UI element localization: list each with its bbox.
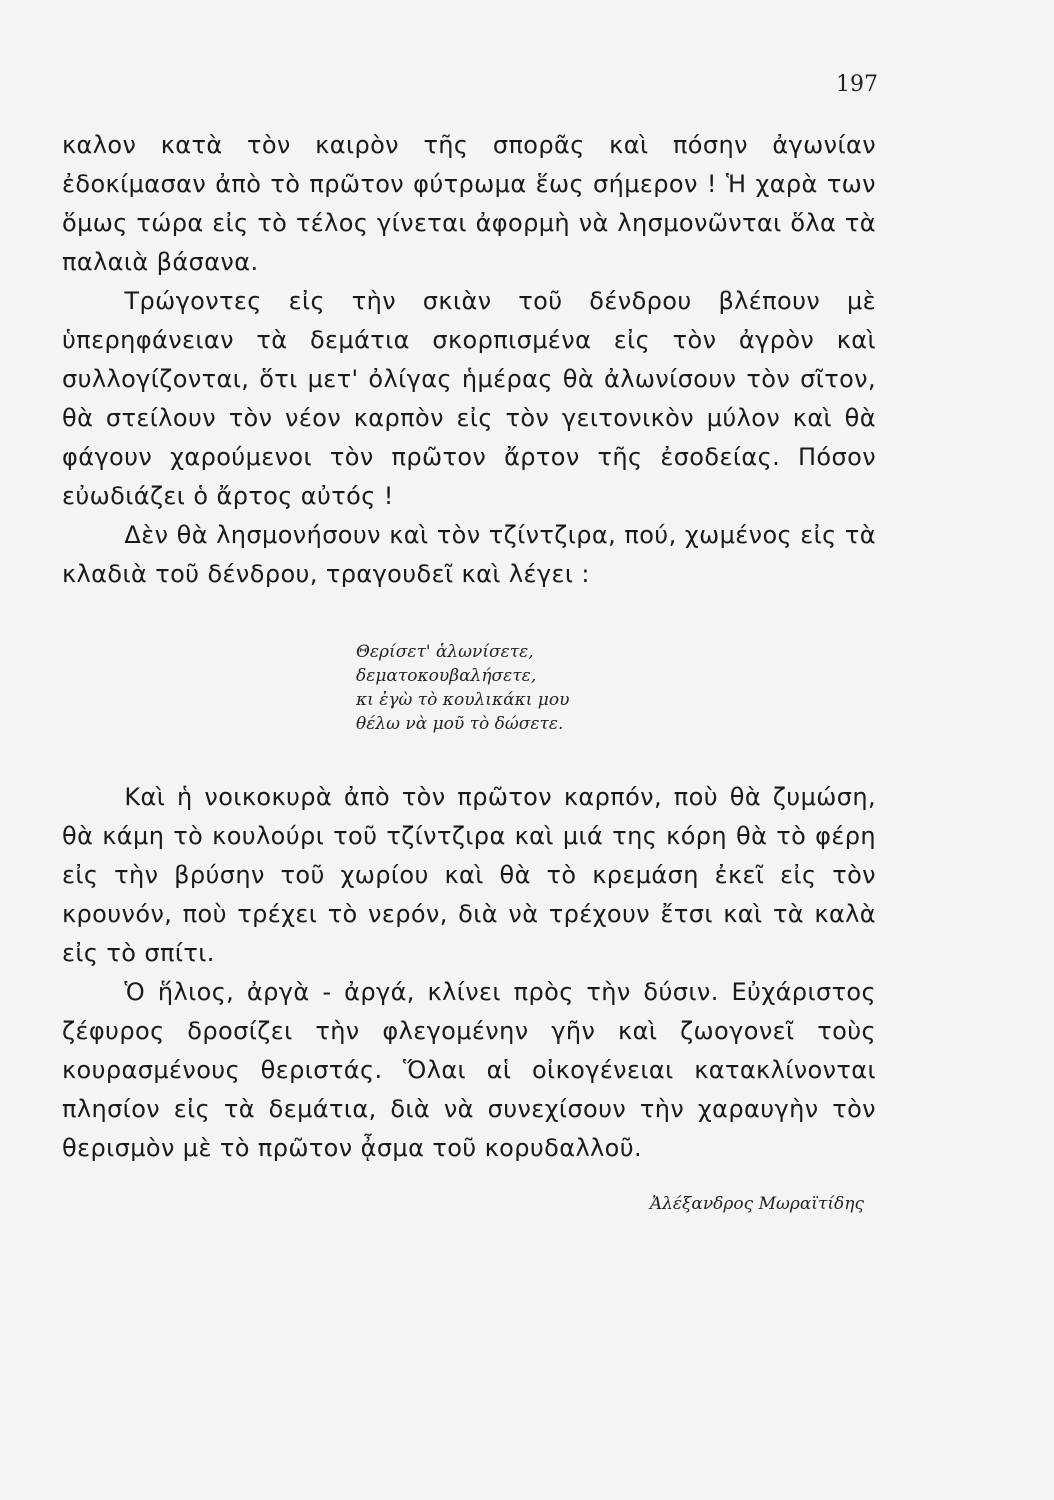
paragraph: Καὶ ἡ νοικοκυρὰ ἀπὸ τὸν πρῶτον καρπόν, ποὺ θὰ ζυμώση, θὰ κάμη τὸ κουλούρι τοῦ τζίντζιρα καὶ μιά της κόρη θὰ τὸ φέρη εἰς τὴν βρύσην τοῦ χωρίου καὶ θὰ τὸ κρεμάση ἐκεῖ εἰς τὸν κρουνόν, ποὺ τρέχει τὸ νερόν, διὰ νὰ τρέχουν ἔτσι καὶ τὰ καλὰ εἰς τὸ σπίτι. [62, 783, 876, 967]
paragraph: Τρώγοντες εἰς τὴν σκιὰν τοῦ δένδρου βλέπουν μὲ ὑπερηφάνειαν τὰ δεμάτια σκορπισμένα εἰς τὸν ἀγρὸν καὶ συλλογίζονται, ὅτι μετ' ὀλίγας ἡμέρας θὰ ἀλωνίσουν τὸν σῖτον, θὰ στείλουν τὸν νέον καρπὸν εἰς τὸν γειτονικὸν μύλον καὶ θὰ φάγουν χαρούμενοι τὸν πρῶτον ἄρτον τῆς ἐσοδείας. Πόσον εὐωδιάζει ὁ ἄρτος αὐτός ! [62, 287, 876, 510]
paragraph: καλον κατὰ τὸν καιρὸν τῆς σπορᾶς καὶ πόσην ἀγωνίαν ἐδοκίμασαν ἀπὸ τὸ πρῶτον φύτρωμα ἕως σήμερον ! Ἡ χαρὰ των ὅμως τώρα εἰς τὸ τέλος γίνεται ἀφορμὴ νὰ λησμονῶνται ὅλα τὰ παλαιὰ βάσανα. [62, 131, 876, 276]
author-signature: Ἀλέξανδρος Μωραϊτίδης [649, 1194, 864, 1214]
poem-line: Θερίσετ' ἁλωνίσετε, [356, 642, 534, 662]
poem-stanza [356, 640, 569, 736]
poem-line: δεματοκουβαλήσετε, [356, 666, 537, 686]
text-block-bottom [62, 778, 876, 1168]
paragraph: Ὁ ἥλιος, ἀργὰ - ἀργά, κλίνει πρὸς τὴν δύσιν. Εὐχάριστος ζέφυρος δροσίζει τὴν φλεγομένην γῆν καὶ ζωογονεῖ τοὺς κουρασμένους θεριστάς. Ὅλαι αἱ οἰκογένειαι κατακλίνονται πλησίον εἰς τὰ δεμάτια, διὰ νὰ συνεχίσουν τὴν χαραυγὴν τὸν θερισμὸν μὲ τὸ πρῶτον ᾆσμα τοῦ κορυδαλλοῦ. [62, 978, 876, 1162]
paragraph: Δὲν θὰ λησμονήσουν καὶ τὸν τζίντζιρα, πού, χωμένος εἰς τὰ κλαδιὰ τοῦ δένδρου, τραγουδεῖ καὶ λέγει : [62, 521, 876, 588]
page-number: 197 [836, 72, 878, 97]
poem-line: κι ἐγὼ τὸ κουλικάκι μου [356, 690, 570, 710]
poem-line: θέλω νὰ μοῦ τὸ δώσετε. [356, 714, 564, 734]
text-block-top [62, 126, 876, 594]
